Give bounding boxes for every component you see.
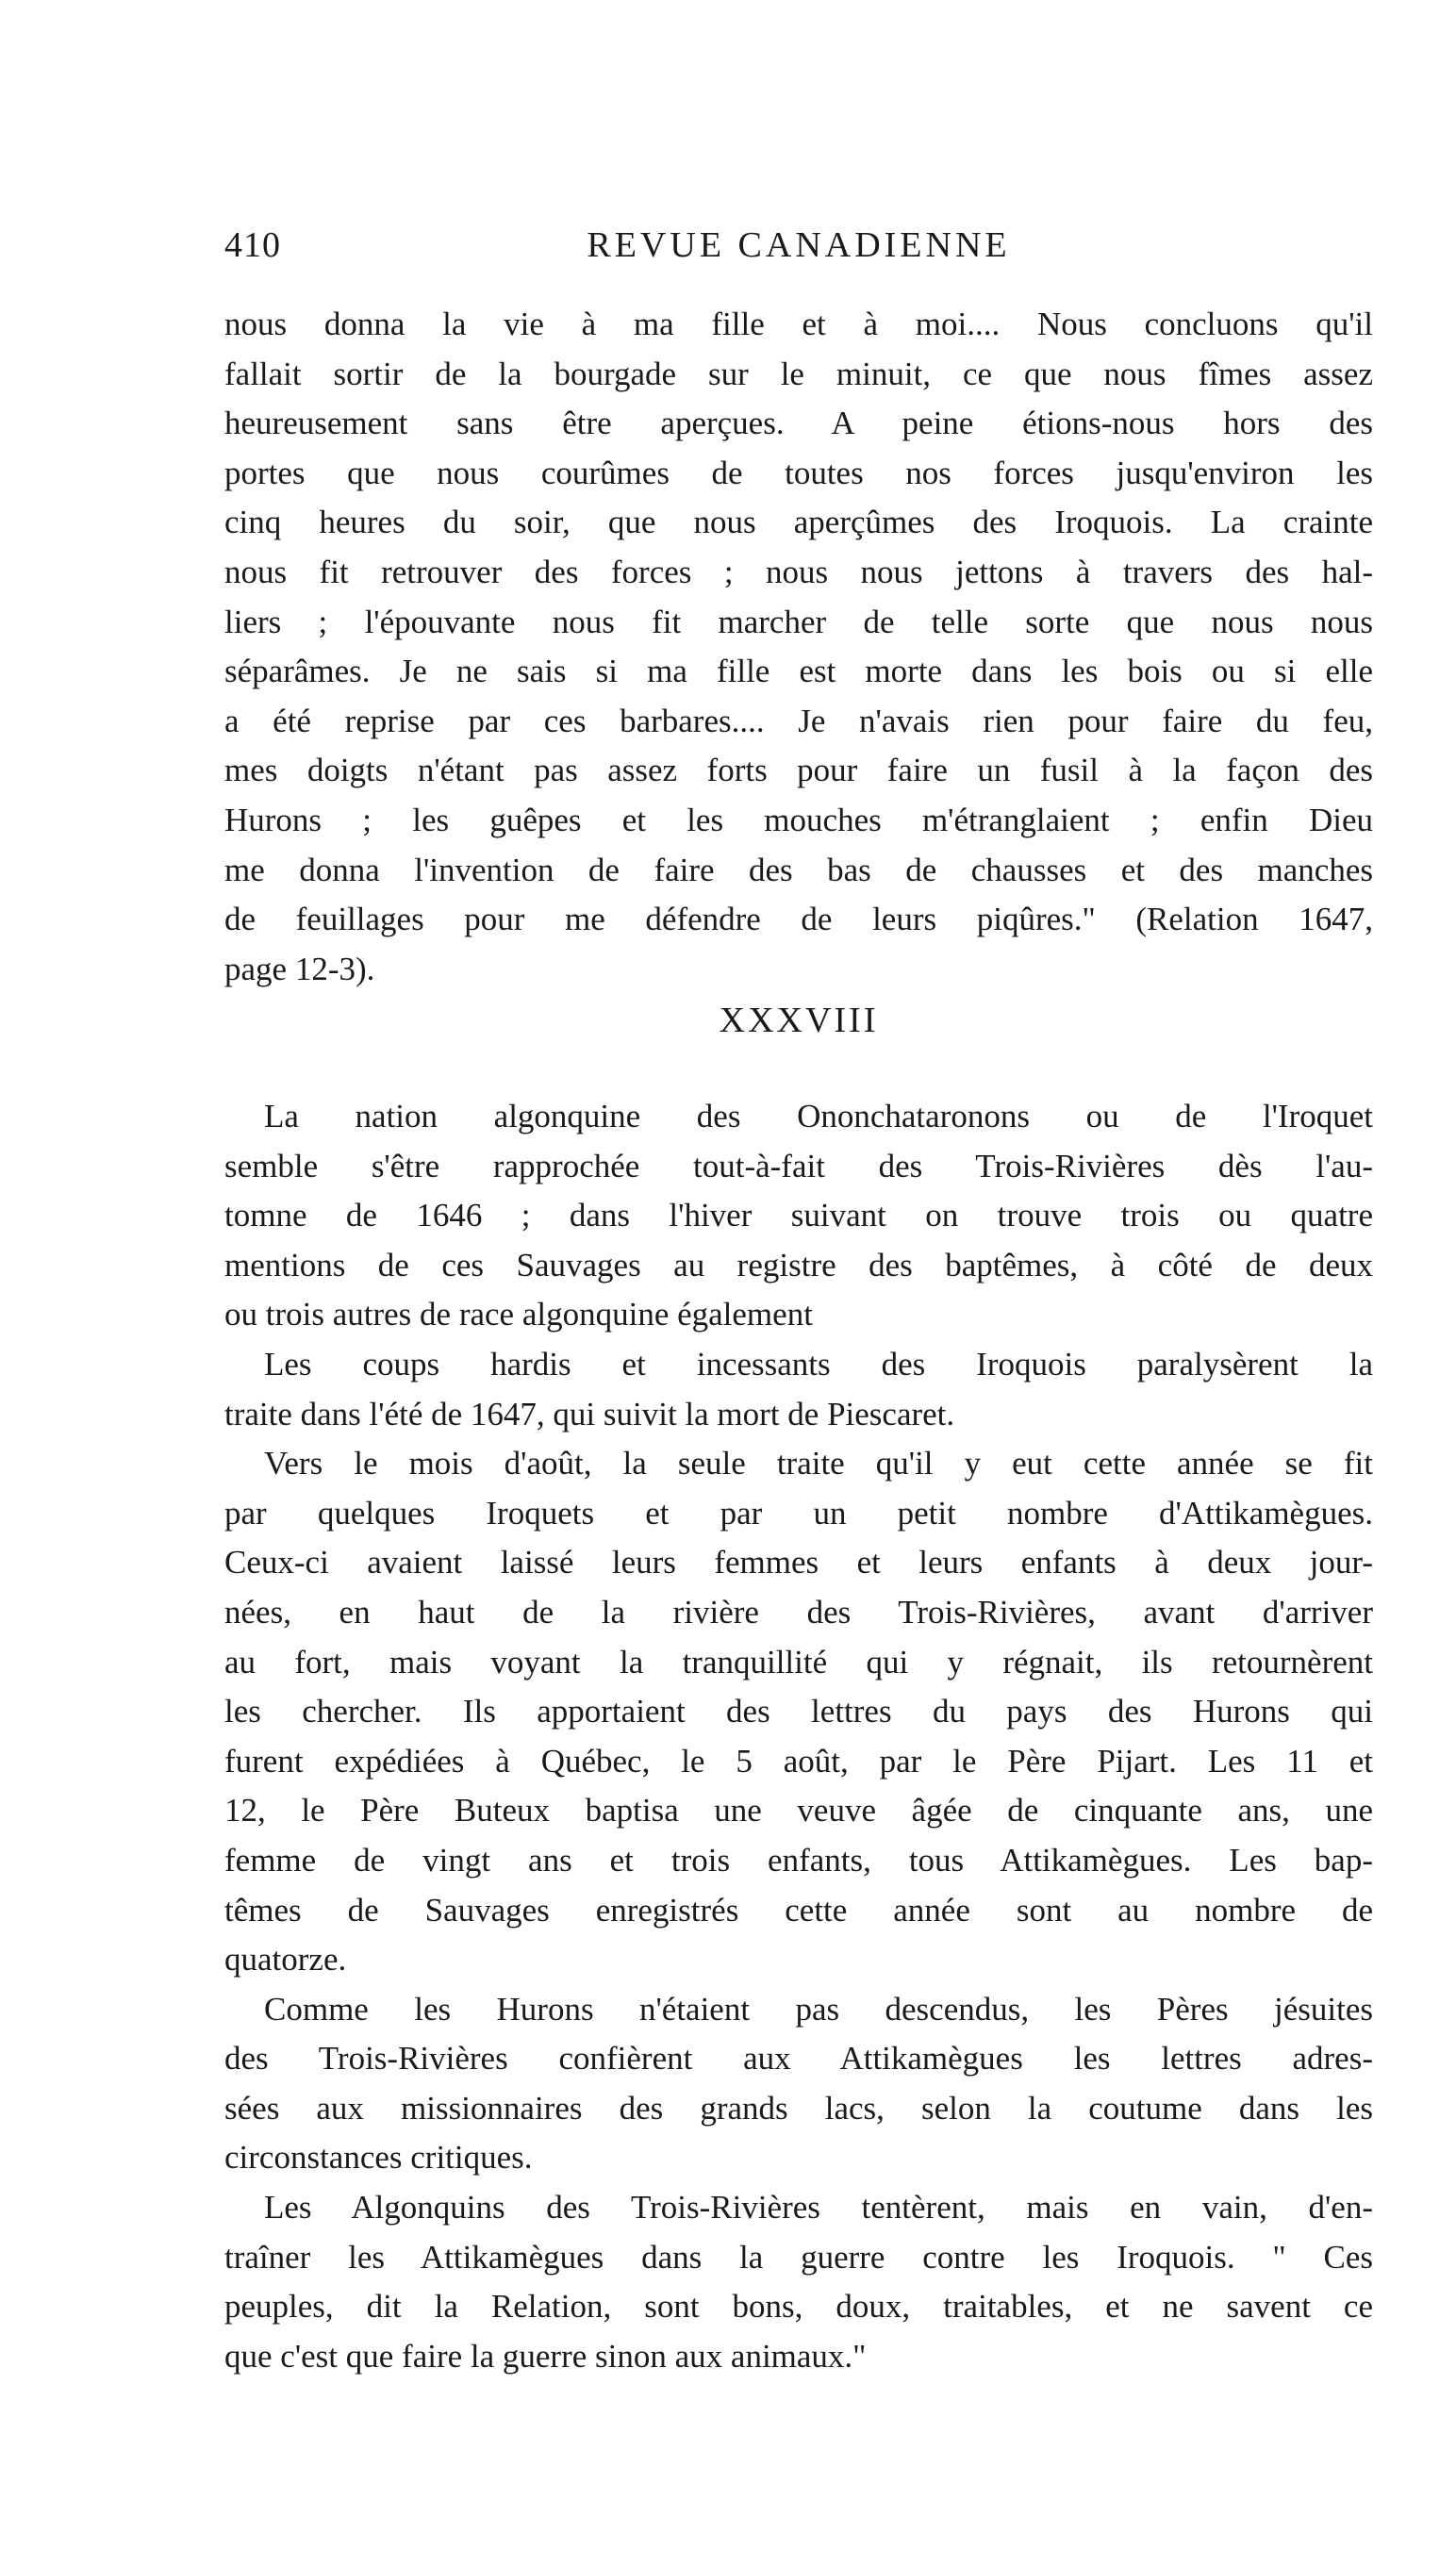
text-line: quatorze. (224, 1941, 347, 1979)
text-line: peuples, dit la Relation, sont bons, doux, traitables, et ne savent ce (224, 2288, 1373, 2326)
text-line: Les Algonquins des Trois-Rivières tentèrent, mais en vain, d'en- (264, 2189, 1373, 2227)
paragraph (224, 1439, 1373, 1985)
page-header (224, 224, 1373, 281)
text-line: liers ; l'épouvante nous fit marcher de telle sorte que nous nous (224, 603, 1373, 640)
text-line: par quelques Iroquets et par un petit nombre d'Attikamègues. (224, 1494, 1373, 1532)
text-line: têmes de Sauvages enregistrés cette année sont au nombre de (224, 1891, 1373, 1929)
text-line: sées aux missionnaires des grands lacs, selon la coutume dans les (224, 2089, 1373, 2127)
paragraph (224, 1985, 1373, 2183)
text-line: femme de vingt ans et trois enfants, tous Attikamègues. Les bap- (224, 1841, 1373, 1879)
text-line: des Trois-Rivières confièrent aux Attikamègues les lettres adres- (224, 2040, 1373, 2078)
text-line: Hurons ; les guêpes et les mouches m'étranglaient ; enfin Dieu (224, 801, 1373, 838)
text-line: Vers le mois d'août, la seule traite qu'il y eut cette année se fit (264, 1445, 1373, 1482)
text-line: portes que nous courûmes de toutes nos forces jusqu'environ les (224, 454, 1373, 491)
text-line: cinq heures du soir, que nous aperçûmes des Iroquois. La crainte (224, 504, 1373, 541)
text-line: séparâmes. Je ne sais si ma fille est morte dans les bois ou si elle (224, 653, 1373, 690)
text-line: tomne de 1646 ; dans l'hiver suivant on trouve trois ou quatre (224, 1197, 1373, 1234)
text-line: nous donna la vie à ma fille et à moi.... Nous concluons qu'il (224, 306, 1373, 342)
page-number: 410 (224, 225, 281, 265)
text-line: que c'est que faire la guerre sinon aux animaux." (224, 2337, 867, 2375)
text-line: traite dans l'été de 1647, qui suivit la mort de Piescaret. (224, 1395, 955, 1432)
text-line: Les coups hardis et incessants des Iroquois paralysèrent la (264, 1345, 1373, 1383)
text-line: semble s'être rapprochée tout-à-fait des Trois-Rivières dès l'au- (224, 1147, 1373, 1184)
paragraph (224, 2183, 1373, 2381)
text-line: La nation algonquine des Ononchataronons ou de l'Iroquet (264, 1098, 1373, 1134)
paragraph (224, 1340, 1373, 1439)
text-line: circonstances critiques. (224, 2139, 533, 2177)
text-line: au fort, mais voyant la tranquillité qui y régnait, ils retournèrent (224, 1643, 1373, 1681)
text-line: Ceux-ci avaient laissé leurs femmes et leurs enfants à deux jour- (224, 1544, 1373, 1581)
text-line: fallait sortir de la bourgade sur le minuit, ce que nous fîmes assez (224, 355, 1373, 392)
text-line: nous fit retrouver des forces ; nous nous jettons à travers des hal- (224, 553, 1373, 590)
text-line: mes doigts n'étant pas assez forts pour faire un fusil à la façon des (224, 752, 1373, 789)
quotation-block (224, 300, 1373, 994)
section-heading: XXXVIII (719, 1001, 879, 1040)
paragraph (224, 1092, 1373, 1340)
text-line: page 12-3). (224, 950, 375, 987)
text-line: furent expédiées à Québec, le 5 août, par le Père Pijart. Les 11 et (224, 1742, 1373, 1780)
text-line: les chercher. Ils apportaient des lettres du pays des Hurons qui (224, 1693, 1373, 1730)
section-body (224, 1092, 1373, 2381)
text-line: nées, en haut de la rivière des Trois-Rivières, avant d'arriver (224, 1593, 1373, 1631)
text-line: me donna l'invention de faire des bas de chausses et des manches (224, 851, 1373, 888)
text-line: mentions de ces Sauvages au registre des baptêmes, à côté de deux (224, 1246, 1373, 1283)
text-line: de feuillages pour me défendre de leurs piqûres." (Relation 1647, (224, 901, 1373, 938)
text-line: Comme les Hurons n'étaient pas descendus, les Pères jésuites (264, 1990, 1373, 2028)
text-line: ou trois autres de race algonquine également (224, 1296, 813, 1333)
text-line: heureusement sans être aperçues. A peine étions-nous hors des (224, 405, 1373, 442)
text-line: 12, le Père Buteux baptisa une veuve âgée de cinquante ans, une (224, 1792, 1373, 1830)
text-line: traîner les Attikamègues dans la guerre contre les Iroquois. " Ces (224, 2238, 1373, 2276)
running-title: REVUE CANADIENNE (587, 225, 1011, 265)
text-line: a été reprise par ces barbares.... Je n'avais rien pour faire du feu, (224, 702, 1373, 739)
